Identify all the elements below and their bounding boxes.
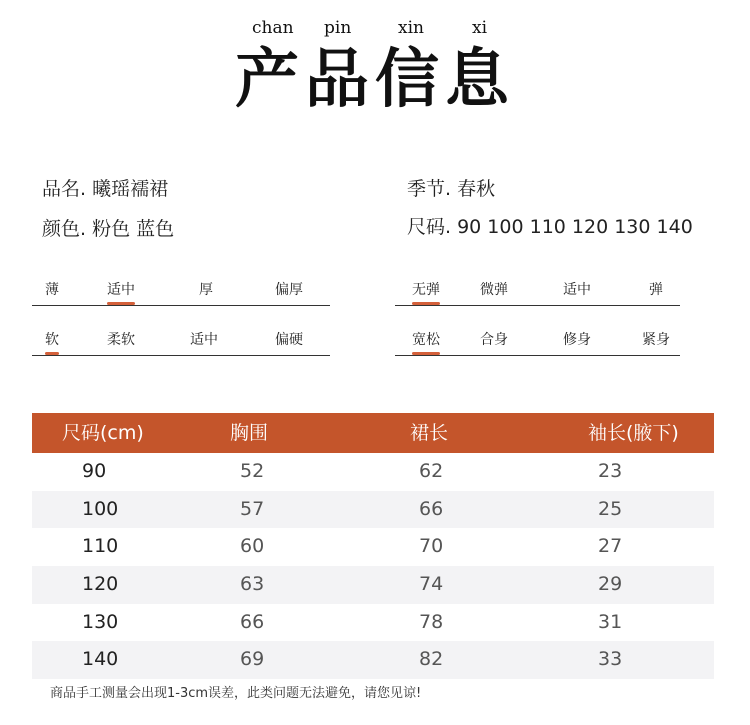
product-name: 品名. 曦瑶襦裙: [42, 178, 169, 200]
table-row: [32, 491, 714, 529]
pinyin-4: xi: [472, 18, 488, 38]
color: 颜色. 粉色 蓝色: [42, 218, 175, 240]
scale-option: 适中: [563, 282, 591, 298]
table-cell: 63: [240, 573, 265, 596]
scale-option: 薄: [45, 282, 59, 298]
table-cell: 25: [598, 497, 623, 520]
scale-option: 偏硬: [275, 332, 303, 348]
table-cell: 66: [240, 610, 265, 633]
table-cell: 110: [82, 535, 119, 558]
table-cell: 100: [82, 497, 119, 520]
scale-option: 弹: [649, 282, 663, 298]
table-cell: 66: [419, 497, 444, 520]
header-size: 尺码(cm): [62, 422, 144, 444]
pinyin-1: chan: [252, 18, 294, 38]
pinyin-3: xin: [398, 18, 424, 38]
scale-option-selected: 无弹: [412, 279, 440, 299]
table-header: [32, 413, 714, 453]
page-title: 产品信息: [235, 42, 515, 117]
table-cell: 60: [240, 535, 265, 558]
pinyin-2: pin: [324, 18, 352, 38]
table-cell: 78: [419, 610, 444, 633]
header-length: 裙长: [410, 422, 449, 444]
scale-option: 适中: [190, 332, 218, 348]
thickness-scale: [32, 279, 330, 306]
table-row: [32, 453, 714, 491]
fit-scale: [395, 329, 680, 356]
table-cell: 120: [82, 573, 119, 596]
table-cell: 74: [419, 573, 444, 596]
scale-option-selected: 软: [45, 329, 59, 349]
header-chest: 胸围: [230, 422, 269, 444]
table-cell: 33: [598, 648, 623, 671]
table-cell: 130: [82, 610, 119, 633]
scale-option: 柔软: [107, 332, 135, 348]
table-cell: 27: [598, 535, 623, 558]
table-cell: 62: [419, 460, 444, 482]
table-cell: 140: [82, 648, 119, 671]
table-cell: 82: [419, 648, 444, 671]
table-row: [32, 641, 714, 679]
sleeve-note: (腋下): [626, 422, 679, 444]
softness-scale: [32, 329, 330, 356]
scale-option-selected: 宽松: [412, 329, 440, 349]
table-cell: 70: [419, 535, 444, 558]
pinyin-row: [236, 18, 516, 42]
scale-option: 合身: [480, 332, 508, 348]
scale-option-selected: 适中: [107, 279, 135, 299]
table-cell: 23: [598, 460, 623, 482]
table-cell: 52: [240, 460, 265, 482]
scale-option: 偏厚: [275, 282, 303, 298]
size-table: [32, 413, 714, 679]
footnote: 商品手工测量会出现1-3cm误差，此类问题无法避免，请您见谅!: [50, 686, 422, 701]
table-row: [32, 566, 714, 604]
table-cell: 69: [240, 648, 265, 671]
table-cell: 90: [82, 460, 107, 482]
table-cell: 31: [598, 610, 623, 633]
scale-option: 微弹: [480, 282, 508, 298]
elasticity-scale: [395, 279, 680, 306]
scale-option: 紧身: [642, 332, 670, 348]
scale-option: 厚: [199, 282, 213, 298]
table-cell: 57: [240, 497, 265, 520]
table-row: [32, 528, 714, 566]
table-row: [32, 604, 714, 642]
header-sleeve: 袖长(腋下): [588, 422, 679, 444]
size-list: 尺码. 90 100 110 120 130 140: [407, 216, 693, 238]
season: 季节. 春秋: [407, 178, 496, 200]
scale-option: 修身: [563, 332, 591, 348]
table-cell: 29: [598, 573, 623, 596]
